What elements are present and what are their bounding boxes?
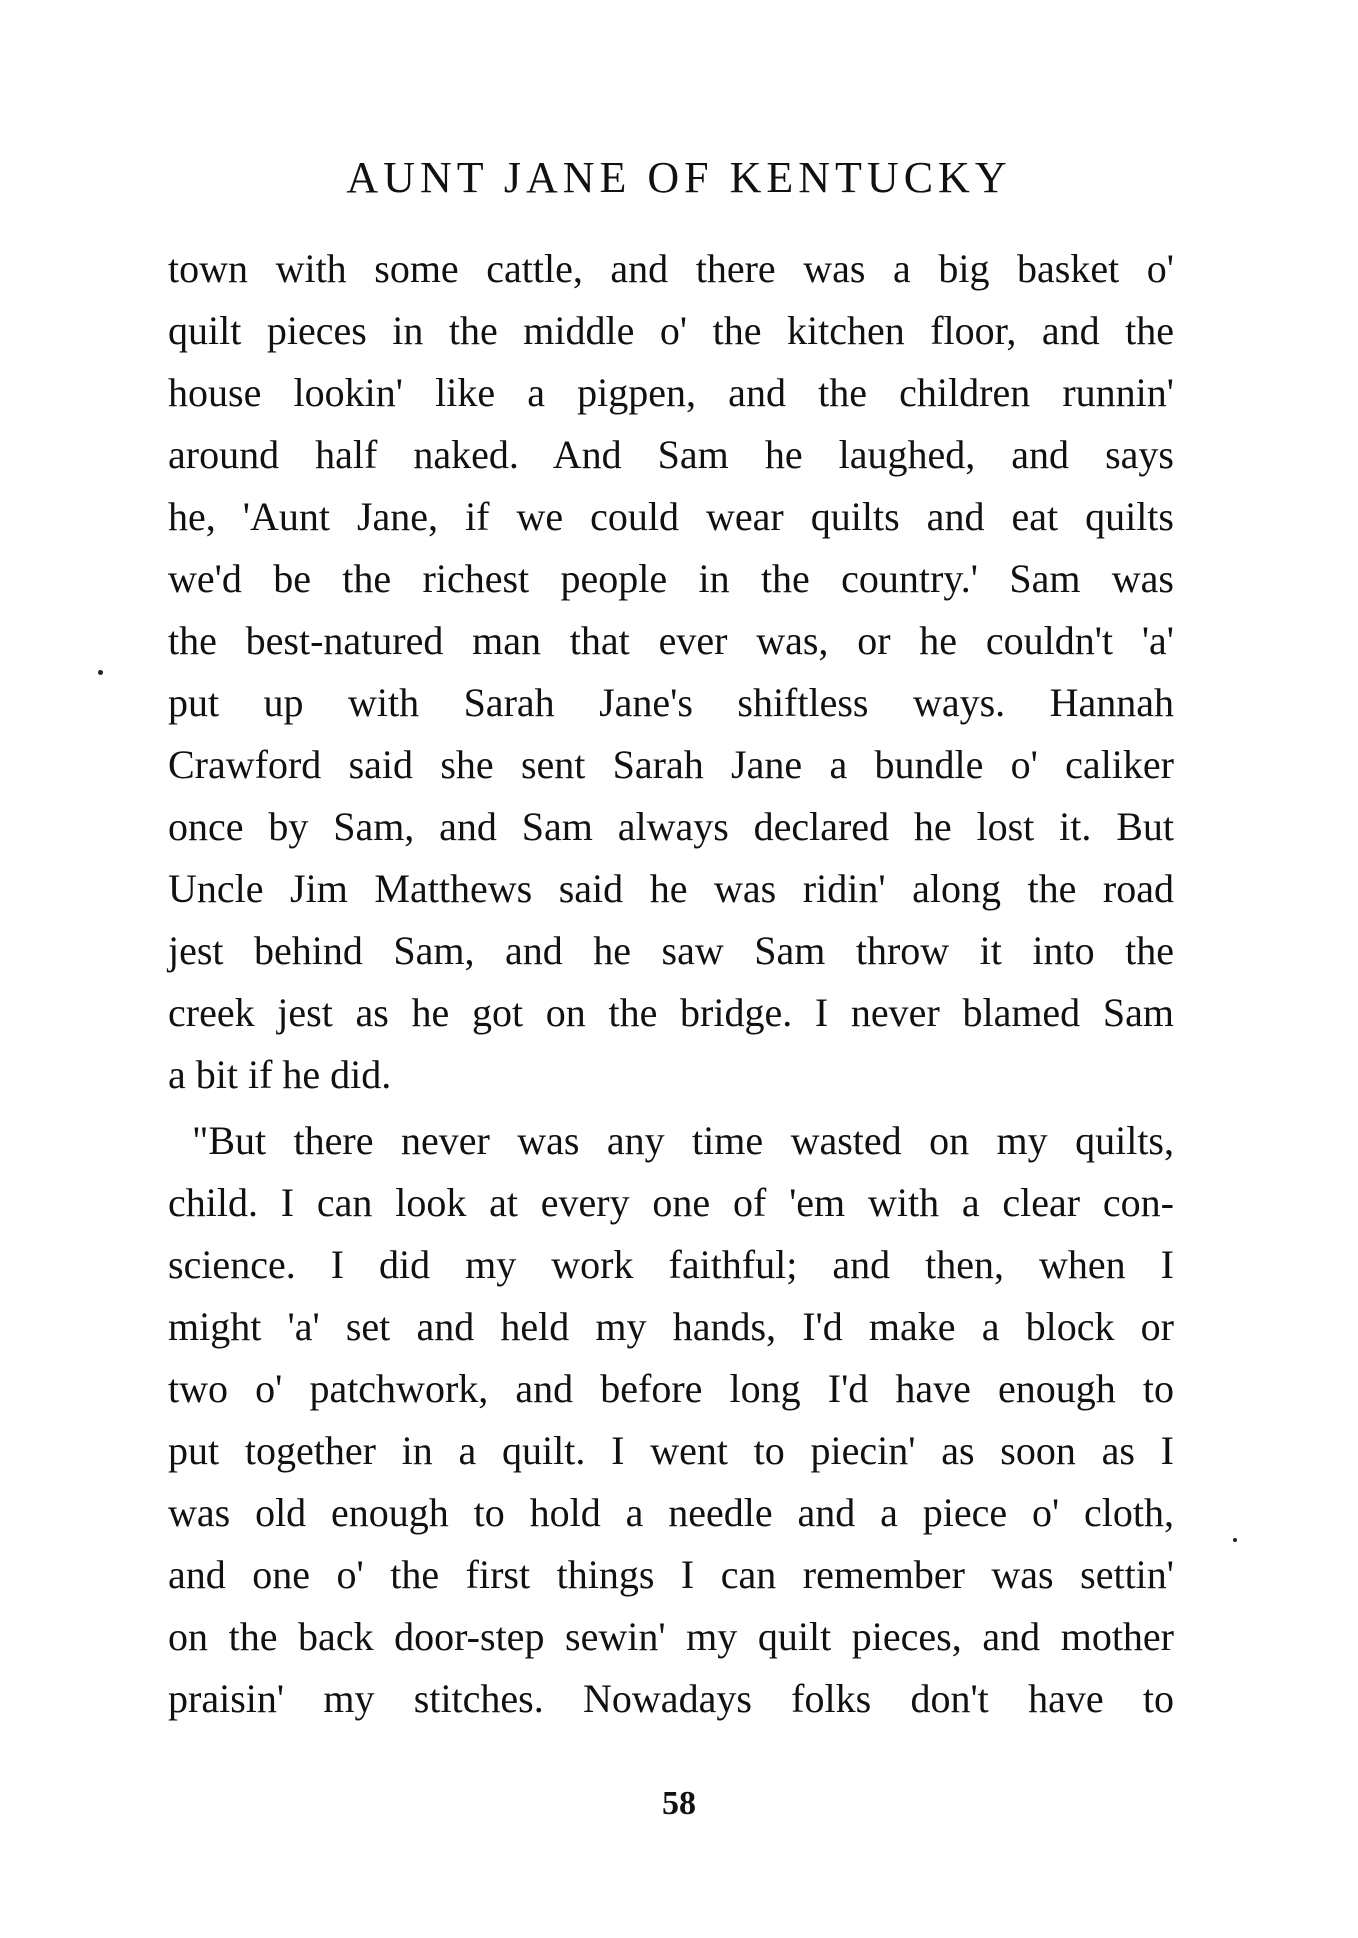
text-line: around half naked. And Sam he laughed, and says — [168, 432, 1174, 477]
text-line: Crawford said she sent Sarah Jane a bundle o' caliker — [168, 742, 1174, 787]
text-line: praisin' my stitches. Nowadays folks don't have to — [168, 1676, 1174, 1721]
text-line: he, 'Aunt Jane, if we could wear quilts and eat quilts — [168, 494, 1174, 539]
text-line: a bit if he did. — [168, 1052, 392, 1097]
text-line: put together in a quilt. I went to piecin' as soon as I — [168, 1428, 1174, 1473]
text-line: might 'a' set and held my hands, I'd make a block or — [168, 1304, 1174, 1349]
text-line: and one o' the first things I can remember was settin' — [168, 1552, 1174, 1597]
page-number: 58 — [662, 1785, 696, 1822]
paragraph — [168, 238, 1174, 1106]
text-line: we'd be the richest people in the country.' Sam was — [168, 556, 1174, 601]
scan-speck — [1233, 1538, 1237, 1542]
scan-speck — [98, 670, 103, 675]
text-line: town with some cattle, and there was a big basket o' — [168, 246, 1174, 291]
text-line: two o' patchwork, and before long I'd have enough to — [168, 1366, 1174, 1411]
text-line: "But there never was any time wasted on my quilts, — [192, 1118, 1174, 1163]
text-line: the best-natured man that ever was, or he couldn't 'a' — [168, 618, 1174, 663]
text-line: house lookin' like a pigpen, and the children runnin' — [168, 370, 1174, 415]
paragraph — [168, 1110, 1174, 1730]
body-text — [168, 238, 1174, 1730]
text-line: Uncle Jim Matthews said he was ridin' along the road — [168, 866, 1174, 911]
text-line: child. I can look at every one of 'em with a clear con- — [168, 1180, 1174, 1225]
running-head: AUNT JANE OF KENTUCKY — [346, 153, 1012, 202]
text-line: jest behind Sam, and he saw Sam throw it into the — [168, 928, 1174, 973]
text-line: was old enough to hold a needle and a piece o' cloth, — [168, 1490, 1174, 1535]
text-line: science. I did my work faithful; and then, when I — [168, 1242, 1174, 1287]
text-line: once by Sam, and Sam always declared he lost it. But — [168, 804, 1174, 849]
text-line: quilt pieces in the middle o' the kitchen floor, and the — [168, 308, 1174, 353]
text-line: put up with Sarah Jane's shiftless ways. Hannah — [168, 680, 1174, 725]
text-line: creek jest as he got on the bridge. I never blamed Sam — [168, 990, 1174, 1035]
text-line: on the back door-step sewin' my quilt pieces, and mother — [168, 1614, 1174, 1659]
